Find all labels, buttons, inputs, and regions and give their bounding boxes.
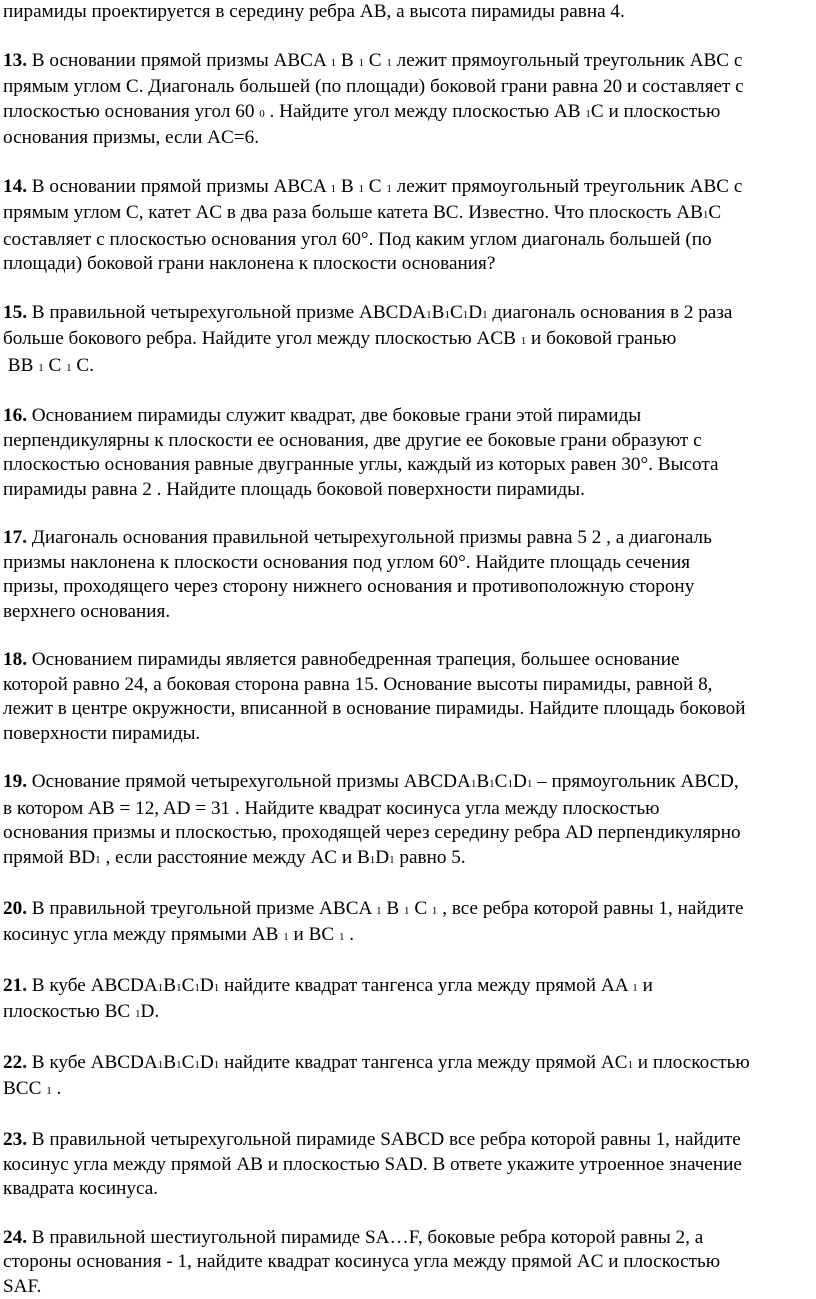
problem-number: 17. bbox=[3, 527, 27, 549]
text: плоскостью основания угол 60 bbox=[3, 100, 255, 122]
subscript: 1 bbox=[376, 904, 382, 917]
problem-line bbox=[3, 1128, 808, 1152]
problem-line: призы, проходящего через сторону нижнего основания и противоположную сторону bbox=[3, 576, 695, 598]
problem-line: в котором AB = 12, AD = 31 . Найдите квадрат косинуса угла между плоскостью bbox=[3, 797, 660, 819]
text: C bbox=[494, 771, 508, 793]
subscript: 1 bbox=[194, 981, 200, 994]
subscript: 1 bbox=[157, 1058, 164, 1071]
problem-line: основания призмы и плоскостью, проходящей через середину ребра AD перпендикулярно bbox=[3, 822, 741, 844]
problem-23 bbox=[3, 1128, 808, 1201]
problem-number: 18. bbox=[3, 649, 27, 671]
problem-number: 16. bbox=[3, 405, 27, 427]
subscript: 1 bbox=[389, 853, 395, 866]
problem-line: квадрата косинуса. bbox=[3, 1177, 159, 1199]
problem-line bbox=[3, 1226, 808, 1250]
text: C. bbox=[76, 354, 95, 376]
text: D bbox=[512, 771, 527, 793]
spacer bbox=[3, 1027, 808, 1051]
text: В кубе ABCDA bbox=[31, 974, 158, 996]
subscript: 1 bbox=[213, 981, 220, 994]
text: . Найдите угол между плоскостью AB bbox=[269, 100, 581, 122]
text: Основанием пирамиды является равнобедренная трапеция, большее основание bbox=[31, 649, 680, 671]
problem-line: призмы наклонена к плоскости основания под углом 60°. Найдите площадь сечения bbox=[3, 551, 691, 573]
spacer bbox=[3, 1104, 808, 1128]
text: C bbox=[368, 175, 382, 197]
text: C bbox=[368, 49, 382, 71]
text: лежит прямоугольный треугольник ABC с bbox=[396, 49, 743, 71]
text: лежит прямоугольный треугольник ABC с bbox=[396, 175, 743, 197]
problem-line bbox=[3, 100, 808, 126]
text: и боковой гранью bbox=[531, 328, 677, 350]
text: C bbox=[48, 354, 62, 376]
subscript: 1 bbox=[283, 930, 289, 943]
text: D bbox=[375, 846, 390, 868]
spacer bbox=[3, 1201, 808, 1225]
text: C bbox=[449, 301, 463, 323]
text: B bbox=[340, 175, 354, 197]
subscript: 1 bbox=[627, 1058, 633, 1071]
text: , все ребра которой равны 1, найдите bbox=[442, 897, 744, 919]
problem-line bbox=[3, 1000, 808, 1026]
problem-21 bbox=[3, 974, 808, 1027]
text: B bbox=[163, 1051, 177, 1073]
text: B bbox=[163, 974, 177, 996]
text: В правильной треугольной призме ABCA bbox=[31, 897, 372, 919]
problem-line bbox=[3, 974, 808, 1000]
text: В правильной шестиугольной пирамиде SA…F, боковые ребра которой равны 2, а bbox=[31, 1226, 704, 1248]
problem-line: пирамиды равна 2 . Найдите площадь боковой поверхности пирамиды. bbox=[3, 478, 585, 500]
subscript: 1 bbox=[632, 981, 638, 994]
problem-line: плоскостью основания равные двугранные углы, каждый из которых равен 30°. Высота bbox=[3, 454, 719, 476]
subscript: 1 bbox=[462, 308, 469, 321]
problem-18 bbox=[3, 648, 808, 746]
problem-line: лежит в центре окружности, вписанной в основание пирамиды. Найдите площадь боковой bbox=[3, 698, 746, 720]
subscript: 1 bbox=[358, 56, 364, 69]
subscript: 1 bbox=[386, 182, 392, 195]
text: B bbox=[431, 301, 445, 323]
text: В правильной четырехугольной пирамиде SABCD все ребра которой равны 1, найдите bbox=[31, 1129, 741, 1151]
problem-line: стороны основания - 1, найдите квадрат косинуса угла между прямой AC и плоскостью bbox=[3, 1251, 721, 1273]
problem-line: составляет с плоскостью основания угол 60°. Под каким углом диагональ большей (по bbox=[3, 228, 712, 250]
subscript: 1 bbox=[157, 981, 164, 994]
spacer bbox=[3, 624, 808, 648]
text: В основании прямой призмы ABCA bbox=[31, 175, 326, 197]
problem-number: 21. bbox=[3, 974, 27, 996]
text: D. bbox=[140, 1001, 160, 1023]
problem-number: 15. bbox=[3, 301, 27, 323]
problem-number: 13. bbox=[3, 49, 27, 71]
problem-line bbox=[3, 49, 808, 75]
subscript: 1 bbox=[194, 1058, 200, 1071]
text: больше бокового ребра. Найдите угол между плоскостью ACB bbox=[3, 328, 516, 350]
problem-line bbox=[3, 301, 808, 327]
text: D bbox=[199, 974, 214, 996]
problem-line bbox=[3, 327, 808, 353]
problem-number: 20. bbox=[3, 897, 27, 919]
subscript: 1 bbox=[470, 778, 477, 791]
problem-line bbox=[3, 846, 808, 872]
subscript: 1 bbox=[431, 904, 438, 917]
problem-line: косинус угла между прямой AB и плоскостью SAD. В ответе укажите утроенное значение bbox=[3, 1153, 742, 1175]
problem-20 bbox=[3, 897, 808, 950]
problem-22 bbox=[3, 1051, 808, 1104]
problem-line bbox=[3, 648, 808, 672]
subscript: 1 bbox=[213, 1058, 220, 1071]
subscript: 1 bbox=[526, 778, 533, 791]
text: диагональ основания в 2 раза bbox=[492, 301, 733, 323]
spacer bbox=[3, 24, 808, 48]
subscript: 1 bbox=[330, 182, 337, 195]
text: B bbox=[340, 49, 354, 71]
problem-line bbox=[3, 1051, 808, 1077]
text: и BC bbox=[293, 923, 335, 945]
problem-line bbox=[3, 354, 808, 380]
problem-line: поверхности пирамиды. bbox=[3, 722, 201, 744]
text: . bbox=[349, 923, 355, 945]
text: Диагональ основания правильной четырехугольной призмы равна 5 2 , а диагональ bbox=[31, 527, 712, 549]
text: косинус угла между прямыми AB bbox=[3, 923, 279, 945]
subscript: 1 bbox=[507, 778, 513, 791]
text: В кубе ABCDA bbox=[31, 1051, 158, 1073]
spacer bbox=[3, 276, 808, 300]
subscript: 1 bbox=[358, 182, 364, 195]
problem-line: SAF. bbox=[3, 1275, 42, 1297]
text: найдите квадрат тангенса угла между прямой AC bbox=[224, 1051, 628, 1073]
problem-line: верхнего основания. bbox=[3, 600, 171, 622]
text: C bbox=[181, 1051, 195, 1073]
subscript: 1 bbox=[38, 361, 44, 374]
text: . bbox=[56, 1078, 62, 1100]
problem-number: 23. bbox=[3, 1129, 27, 1151]
problem-line: перпендикулярны к плоскости ее основания, две другие ее боковые грани образуют с bbox=[3, 429, 702, 451]
subscript: 1 bbox=[135, 1008, 141, 1021]
text: – прямоугольник ABCD, bbox=[537, 771, 739, 793]
subscript: 1 bbox=[702, 209, 709, 222]
problem-line bbox=[3, 526, 808, 550]
text: В правильной четырехугольной призме ABCDA bbox=[31, 301, 427, 323]
subscript: 1 bbox=[176, 1058, 182, 1071]
subscript: 1 bbox=[520, 335, 527, 348]
subscript: 1 bbox=[330, 56, 337, 69]
problem-number: 22. bbox=[3, 1051, 27, 1073]
problem-number: 24. bbox=[3, 1226, 27, 1248]
superscript: 0 bbox=[259, 107, 265, 120]
text: B bbox=[386, 897, 400, 919]
text: Основание прямой четырехугольной призмы ABCDA bbox=[31, 771, 471, 793]
problem-15 bbox=[3, 301, 808, 380]
problem-line: прямым углом C. Диагональ большей (по площади) боковой грани равна 20 и составляет с bbox=[3, 76, 744, 98]
text: D bbox=[199, 1051, 214, 1073]
intro-line: пирамиды проектируется в середину ребра AB, а высота пирамиды равна 4. bbox=[3, 1, 625, 22]
subscript: 1 bbox=[489, 778, 495, 791]
text: C bbox=[414, 897, 428, 919]
text: C bbox=[181, 974, 195, 996]
spacer bbox=[3, 872, 808, 896]
text: найдите квадрат тангенса угла между прямой AA bbox=[224, 974, 628, 996]
spacer bbox=[3, 150, 808, 174]
text: C bbox=[708, 202, 722, 224]
subscript: 1 bbox=[95, 853, 101, 866]
problem-line: основания призмы, если AC=6. bbox=[3, 127, 260, 149]
problem-24 bbox=[3, 1226, 808, 1299]
text: BCC bbox=[3, 1078, 42, 1100]
text: Основанием пирамиды служит квадрат, две боковые грани этой пирамиды bbox=[31, 405, 642, 427]
problem-line bbox=[3, 897, 808, 923]
problem-line bbox=[3, 201, 808, 227]
text: и bbox=[642, 974, 653, 996]
problem-line: которой равно 24, а боковая сторона равна 15. Основание высоты пирамиды, равной 8, bbox=[3, 673, 713, 695]
subscript: 1 bbox=[338, 930, 345, 943]
problem-line bbox=[3, 770, 808, 796]
subscript: 1 bbox=[482, 308, 488, 321]
text: и плоскостью bbox=[637, 1051, 750, 1073]
text: В основании прямой призмы ABCA bbox=[31, 49, 326, 71]
text: плоскостью BC bbox=[3, 1001, 131, 1023]
subscript: 1 bbox=[66, 361, 72, 374]
subscript: 1 bbox=[404, 904, 410, 917]
subscript: 1 bbox=[426, 308, 432, 321]
problem-number: 14. bbox=[3, 175, 27, 197]
problem-line bbox=[3, 404, 808, 428]
text: D bbox=[468, 301, 483, 323]
subscript: 1 bbox=[585, 107, 591, 120]
subscript: 1 bbox=[369, 853, 376, 866]
problem-16 bbox=[3, 404, 808, 502]
spacer bbox=[3, 949, 808, 973]
spacer bbox=[3, 502, 808, 526]
problem-number: 19. bbox=[3, 771, 27, 793]
text: прямым углом C, катет AC в два раза больше катета BC. Известно. Что плоскость AB bbox=[3, 202, 703, 224]
subscript: 1 bbox=[386, 56, 392, 69]
spacer bbox=[3, 746, 808, 770]
problem-19 bbox=[3, 770, 808, 872]
text: BB bbox=[7, 354, 34, 376]
text: C и плоскостью bbox=[590, 100, 721, 122]
subscript: 1 bbox=[46, 1085, 52, 1098]
text: равно 5. bbox=[399, 846, 466, 868]
problem-line bbox=[3, 1077, 808, 1103]
text: прямой BD bbox=[3, 846, 96, 868]
problem-14 bbox=[3, 175, 808, 277]
subscript: 1 bbox=[444, 308, 450, 321]
text: , если расстояние между AC и B bbox=[105, 846, 370, 868]
subscript: 1 bbox=[176, 981, 182, 994]
spacer bbox=[3, 380, 808, 404]
text: B bbox=[476, 771, 490, 793]
problem-line bbox=[3, 175, 808, 201]
problem-13 bbox=[3, 49, 808, 151]
problem-line: площади) боковой грани наклонена к плоскости основания? bbox=[3, 253, 496, 275]
problem-17 bbox=[3, 526, 808, 624]
problem-line bbox=[3, 923, 808, 949]
